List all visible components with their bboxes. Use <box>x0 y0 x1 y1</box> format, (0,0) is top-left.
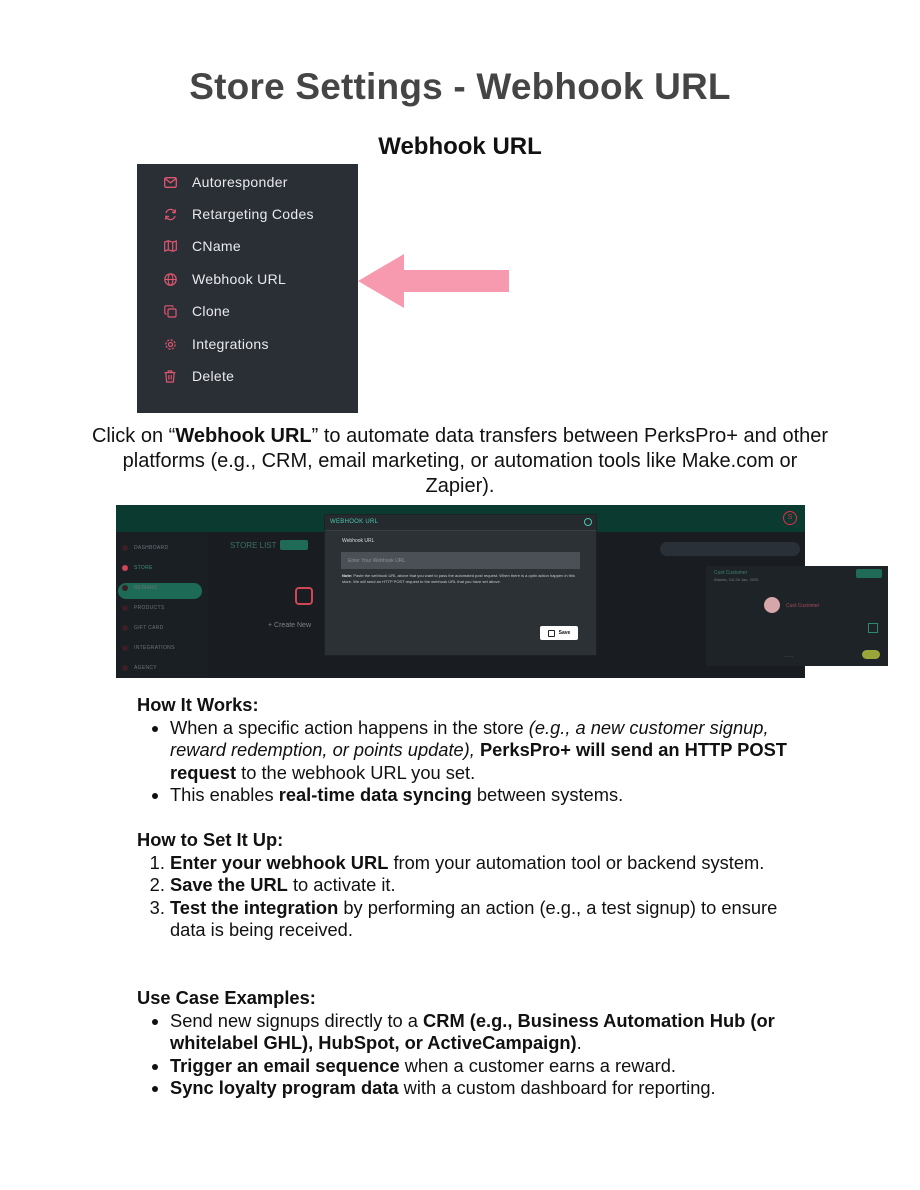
sidebar-label: REWARD <box>134 585 158 591</box>
text-bold: Trigger an email sequence <box>170 1054 400 1076</box>
sidebar-label: AGENCY <box>134 665 157 671</box>
customer-toggle[interactable] <box>862 650 880 659</box>
intro-text-rest: ” to automate data transfers between PerksPro+ and other platforms (e.g., CRM, email marketing, or automation tools like Make.com or Zapier). <box>122 425 829 497</box>
menu-item-integrations[interactable] <box>137 328 358 360</box>
list-item <box>170 717 817 785</box>
modal-header <box>325 515 596 531</box>
sidebar-item[interactable] <box>122 645 175 651</box>
menu-item-autoresponder[interactable] <box>137 166 358 198</box>
dashboard-sidebar <box>116 532 208 678</box>
modal-title: WEBHOOK URL <box>330 519 379 525</box>
search-input[interactable] <box>660 542 800 556</box>
menu-item-retargeting-codes[interactable] <box>137 198 358 230</box>
text: when a customer earns a reward. <box>399 1054 677 1076</box>
text-bold: CRM (e.g., Business Automation Hub (or whitelabel GHL), HubSpot, or ActiveCampaign) <box>170 1009 775 1053</box>
text: When a specific action happens in the store <box>170 716 529 738</box>
setup-list <box>137 852 817 942</box>
page-title: Store Settings - Webhook URL <box>189 66 731 107</box>
create-new-button[interactable]: + Create New <box>268 622 312 629</box>
customer-name: Cust Customer <box>786 603 820 609</box>
use-cases-section <box>137 987 817 1100</box>
customer-checkbox[interactable] <box>868 623 878 633</box>
customer-action-button[interactable] <box>856 569 882 578</box>
sidebar-item[interactable] <box>122 625 164 631</box>
text: This enables <box>170 784 279 805</box>
setup-section <box>137 829 817 942</box>
settings-menu <box>137 164 358 413</box>
close-icon[interactable] <box>584 518 592 526</box>
text-bold: Enter your webhook URL <box>170 851 389 873</box>
menu-item-webhook-url[interactable] <box>137 263 358 295</box>
sidebar-label: DASHBOARD <box>134 545 169 551</box>
modal-note <box>342 573 582 585</box>
sidebar-item[interactable] <box>122 545 168 551</box>
intro-paragraph <box>90 424 830 499</box>
user-avatar[interactable]: S <box>783 511 797 525</box>
text: Send new signups directly to a <box>170 1009 424 1031</box>
customer-points: - - - - <box>784 653 793 658</box>
text: to activate it. <box>287 874 396 895</box>
store-bag-icon <box>295 587 313 605</box>
text-italic: (e.g., a new customer signup, reward redemption, or points update), <box>170 716 769 760</box>
list-item <box>170 852 817 875</box>
how-it-works-section <box>137 694 817 807</box>
sidebar-label: GIFT CARD <box>134 625 164 631</box>
how-it-works-list <box>137 717 817 807</box>
customer-card <box>706 566 888 666</box>
text-bold: Test the integration <box>170 896 339 918</box>
text: to the webhook URL you set. <box>236 761 476 783</box>
text: with a custom dashboard for reporting. <box>398 1077 716 1098</box>
menu-label: Integrations <box>192 336 269 352</box>
sidebar-item[interactable] <box>122 565 153 571</box>
customer-avatar <box>764 597 780 613</box>
text-bold: PerksPro+ will send an HTTP POST request <box>170 739 787 783</box>
menu-label: Webhook URL <box>192 271 287 287</box>
create-new-label: Create New <box>274 622 312 629</box>
webhook-modal <box>325 515 596 655</box>
section-heading: Webhook URL <box>378 133 542 160</box>
pointer-arrow-icon <box>358 254 510 308</box>
store-list-button[interactable] <box>280 540 308 550</box>
list-item <box>170 1055 817 1078</box>
intro-bold: Webhook URL <box>175 425 312 447</box>
intro-text: Click on “ <box>91 425 176 447</box>
use-cases-heading: Use Case Examples: <box>137 987 316 1008</box>
text-bold: Sync loyalty program data <box>170 1077 399 1098</box>
menu-label: Delete <box>192 368 235 384</box>
setup-heading: How to Set It Up: <box>137 829 284 850</box>
save-button[interactable] <box>540 626 578 640</box>
menu-label: CName <box>192 238 241 254</box>
map-icon <box>163 239 177 253</box>
list-item <box>170 1010 817 1055</box>
webhook-field-label: Webhook URL <box>342 538 375 544</box>
sidebar-item[interactable] <box>122 585 158 591</box>
menu-item-clone[interactable] <box>137 295 358 327</box>
gear-icon <box>163 337 177 351</box>
store-list-title: STORE LIST <box>230 541 277 550</box>
text: from your automation tool or backend system. <box>388 851 765 873</box>
list-item <box>170 897 817 942</box>
text: between systems. <box>471 784 624 805</box>
dashboard-screenshot <box>116 505 820 678</box>
text-bold: real-time data syncing <box>278 784 472 805</box>
how-it-works-heading: How It Works: <box>137 694 259 715</box>
save-label: Save <box>558 630 571 636</box>
customer-title: Cust Customer <box>714 570 748 576</box>
mail-icon <box>163 175 177 189</box>
text: . <box>576 1032 582 1053</box>
menu-item-delete[interactable] <box>137 360 358 392</box>
sidebar-label: STORE <box>134 565 153 571</box>
menu-label: Clone <box>192 303 231 319</box>
globe-icon <box>163 272 177 286</box>
note-text: Paste the webhook URL above that you want to pass the automated post request. When there is a optin action happen in this store. We will send an HTTP POST request to the webhook URL that you have set above. <box>342 573 575 584</box>
list-item <box>170 874 817 897</box>
save-icon <box>548 630 555 637</box>
menu-label: Retargeting Codes <box>192 206 314 222</box>
customer-location: Atlanta, GA 26 Jan, 2025 <box>714 577 759 582</box>
menu-item-cname[interactable] <box>137 230 358 262</box>
list-item <box>170 1077 817 1100</box>
list-item <box>170 784 817 807</box>
trash-icon <box>163 369 177 383</box>
webhook-url-input[interactable] <box>341 552 580 569</box>
note-label: Note: <box>342 573 353 578</box>
menu-label: Autoresponder <box>192 174 288 190</box>
refresh-icon <box>163 207 177 221</box>
sidebar-item[interactable] <box>122 665 157 671</box>
sidebar-label: INTEGRATIONS <box>134 645 175 651</box>
copy-icon <box>163 304 177 318</box>
use-cases-list <box>137 1010 817 1100</box>
text-bold: Save the URL <box>170 874 288 895</box>
sidebar-label: PRODUCTS <box>134 605 165 611</box>
sidebar-item[interactable] <box>122 605 164 611</box>
text: by performing an action (e.g., a test signup) to ensure data is being received. <box>170 896 778 940</box>
